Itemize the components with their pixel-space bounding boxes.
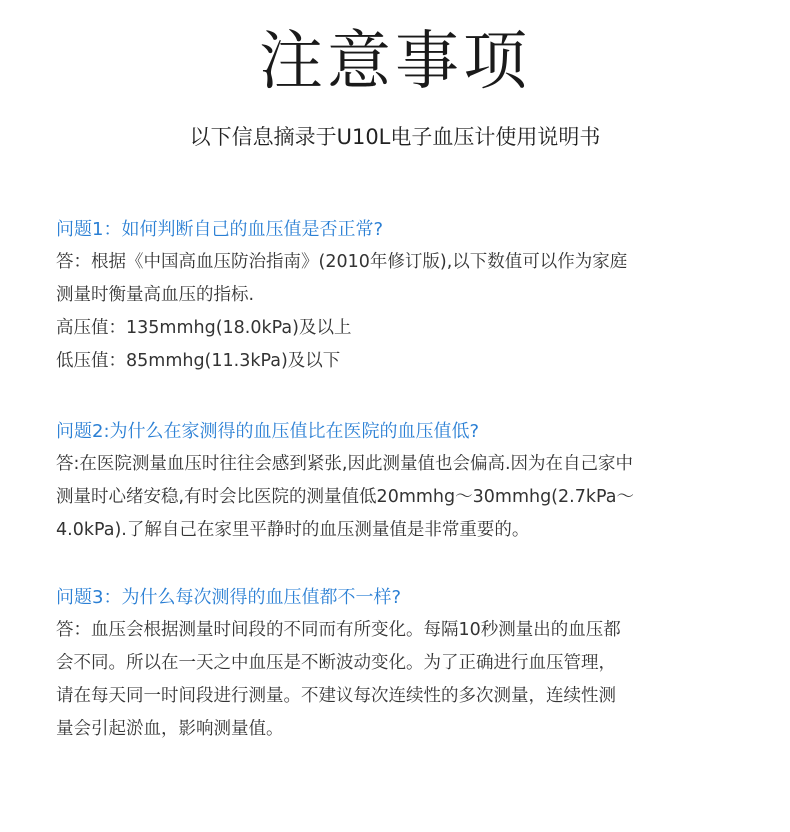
- answer-2-line-2: 测量时心绪安稳,有时会比医院的测量值低20mmhg～30mmhg(2.7kPa～: [56, 487, 634, 507]
- qa-section-1: [56, 214, 746, 378]
- answer-3-line-1: 答：血压会根据测量时间段的不同而有所变化。每隔10秒测量出的血压都: [56, 620, 621, 640]
- qa-section-2: [56, 416, 746, 547]
- qa-section-3: [56, 582, 746, 746]
- answer-1-line-1: 答：根据《中国高血压防治指南》(2010年修订版),以下数值可以作为家庭: [56, 252, 628, 272]
- answer-1-line-3: 高压值：135mmhg(18.0kPa)及以上: [56, 318, 352, 338]
- page-subtitle: 以下信息摘录于U10L电子血压计使用说明书: [189, 125, 601, 149]
- question-2: 问题2:为什么在家测得的血压值比在医院的血压值低?: [56, 421, 480, 442]
- question-1: 问题1：如何判断自己的血压值是否正常?: [56, 219, 384, 240]
- question-3: 问题3：为什么每次测得的血压值都不一样?: [56, 587, 402, 608]
- answer-1-line-4: 低压值：85mmhg(11.3kPa)及以下: [56, 351, 341, 371]
- answer-2-line-1: 答:在医院测量血压时往往会感到紧张,因此测量值也会偏高.因为在自己家中: [56, 454, 634, 474]
- answer-3-line-4: 量会引起淤血，影响测量值。: [56, 719, 284, 739]
- answer-3-line-3: 请在每天同一时间段进行测量。不建议每次连续性的多次测量，连续性测: [56, 686, 616, 706]
- page-title: 注意事项: [259, 25, 531, 99]
- answer-1-line-2: 测量时衡量高血压的指标.: [56, 285, 255, 305]
- answer-2-line-3: 4.0kPa).了解自己在家里平静时的血压测量值是非常重要的。: [56, 520, 530, 540]
- answer-3-line-2: 会不同。所以在一天之中血压是不断波动变化。为了正确进行血压管理，: [56, 653, 616, 673]
